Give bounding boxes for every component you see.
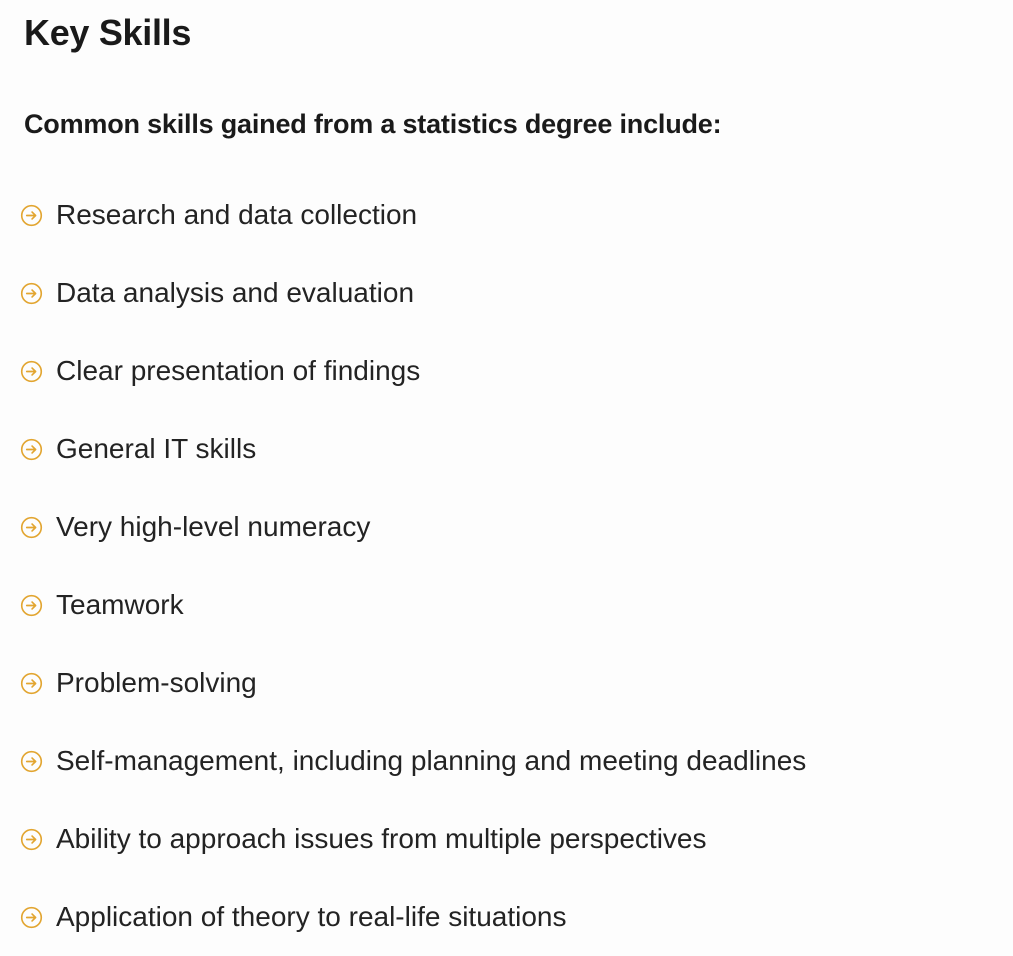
list-item xyxy=(0,332,806,410)
circle-arrow-right-icon xyxy=(17,196,45,234)
skills-list xyxy=(0,176,806,956)
list-item xyxy=(0,878,806,956)
skill-label: Self-management, including planning and meeting deadlines xyxy=(56,745,807,776)
skill-label: Research and data collection xyxy=(56,199,418,230)
skill-label: Ability to approach issues from multiple perspectives xyxy=(56,823,707,854)
section-heading: Key Skills xyxy=(24,12,192,53)
list-item xyxy=(0,254,806,332)
skill-label: Application of theory to real-life situations xyxy=(56,901,567,932)
skill-label: General IT skills xyxy=(56,433,257,464)
skill-label: Teamwork xyxy=(56,589,184,620)
list-item xyxy=(0,488,806,566)
circle-arrow-right-icon xyxy=(17,820,45,858)
skill-label: Data analysis and evaluation xyxy=(56,277,415,308)
list-item xyxy=(0,410,806,488)
skill-label: Very high-level numeracy xyxy=(56,511,371,542)
list-item xyxy=(0,722,806,800)
circle-arrow-right-icon xyxy=(17,664,45,702)
list-item xyxy=(0,176,806,254)
circle-arrow-right-icon xyxy=(17,586,45,624)
circle-arrow-right-icon xyxy=(17,742,45,780)
list-item xyxy=(0,566,806,644)
skill-label: Problem-solving xyxy=(56,667,257,698)
circle-arrow-right-icon xyxy=(17,274,45,312)
circle-arrow-right-icon xyxy=(17,508,45,546)
circle-arrow-right-icon xyxy=(17,898,45,936)
list-item xyxy=(0,644,806,722)
circle-arrow-right-icon xyxy=(17,430,45,468)
list-item xyxy=(0,800,806,878)
intro-text: Common skills gained from a statistics degree include: xyxy=(24,109,722,139)
skill-label: Clear presentation of findings xyxy=(56,355,421,386)
circle-arrow-right-icon xyxy=(17,352,45,390)
